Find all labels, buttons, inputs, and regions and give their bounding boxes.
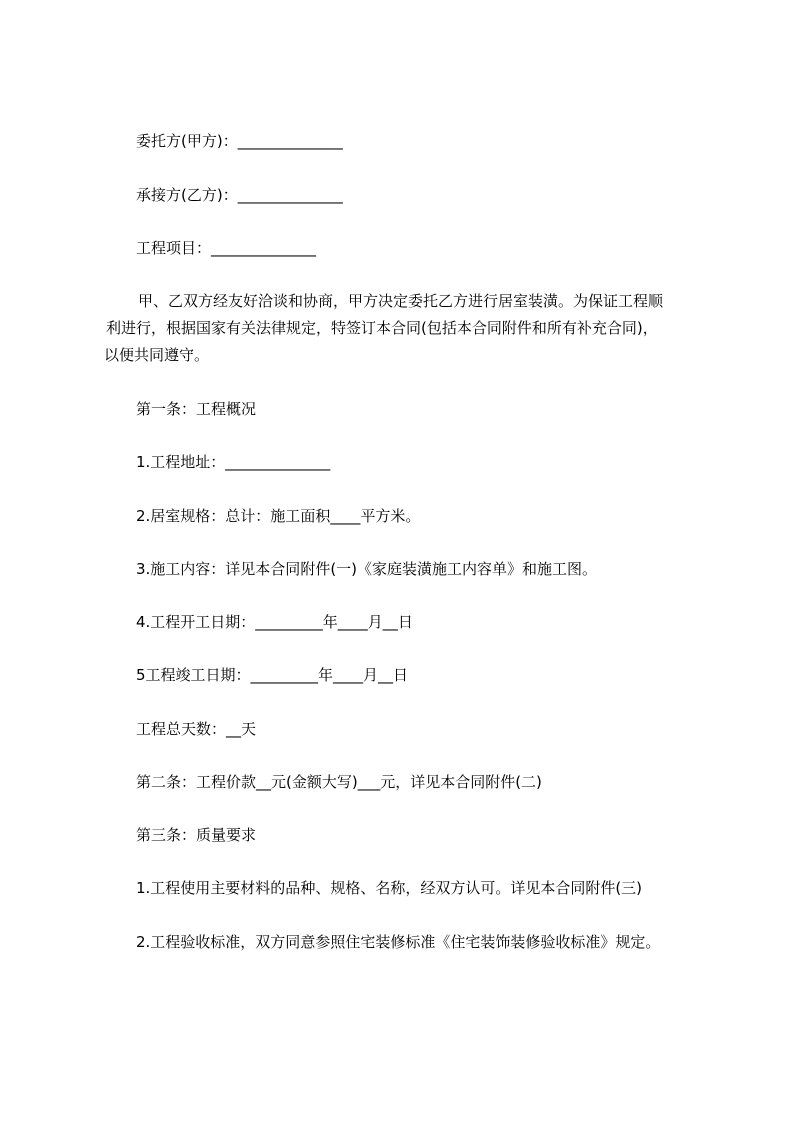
article-1-item-2: 2.居室规格：总计：施工面积____平方米。 [136,507,421,525]
article-1-item-1: 1.工程地址：______________ [136,453,331,471]
article-3-title: 第三条：质量要求 [136,826,257,844]
article-3-item-1: 1.工程使用主要材料的品种、规格、名称，经双方认可。详见本合同附件(三) [136,879,643,897]
party-a-line: 委托方(甲方)：______________ [136,132,343,150]
party-b-line: 承接方(乙方)：______________ [136,186,343,204]
intro-paragraph-line-1: 甲、乙双方经友好洽谈和协商，甲方决定委托乙方进行居室装潢。为保证工程顺 [138,292,664,310]
project-line: 工程项目：______________ [136,239,317,257]
article-1-item-4: 4.工程开工日期：_________年____月__日 [136,613,413,631]
intro-paragraph-line-2: 利进行，根据国家有关法律规定，特签订本合同(包括本合同附件和所有补充合同)， [106,319,658,337]
article-1-title: 第一条：工程概况 [136,400,257,418]
article-1-item-3: 3.施工内容：详见本合同附件(一)《家庭装潢施工内容单》和施工图。 [136,560,598,578]
article-2-title: 第二条：工程价款__元(金额大写)___元，详见本合同附件(二) [136,773,542,791]
intro-paragraph-line-3: 以便共同遵守。 [104,346,210,364]
article-3-item-2: 2.工程验收标准，双方同意参照住宅装修标准《住宅装饰装修验收标准》规定。 [136,933,661,951]
article-1-total-days: 工程总天数：__天 [136,720,257,738]
article-1-item-5: 5工程竣工日期：_________年____月__日 [136,666,409,684]
